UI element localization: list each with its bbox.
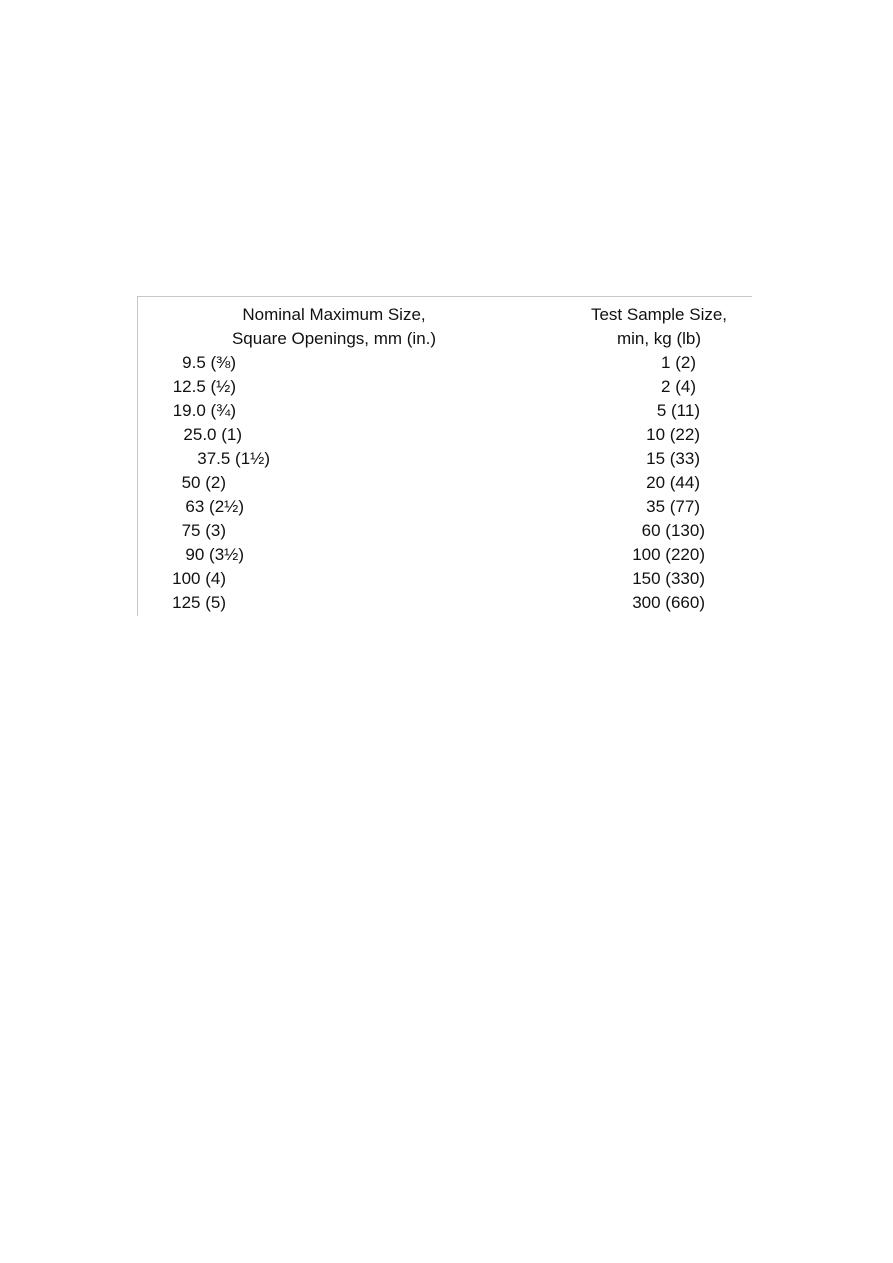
nominal-size-cell: 100 (4) (172, 569, 226, 588)
nominal-size-cell: 75 (3) (181, 521, 226, 540)
sample-size-cell: 10 (22) (646, 425, 700, 444)
nominal-size-cell: 90 (3½) (185, 545, 244, 564)
nominal-size-cell: 37.5 (1½) (197, 449, 270, 468)
sample-size-cell: 15 (33) (646, 449, 700, 468)
table-row (138, 567, 753, 591)
nominal-size-cell: 25.0 (1) (183, 425, 242, 444)
nominal-size-cell: 9.5 (⅜) (182, 353, 236, 372)
sample-size-cell: 100 (220) (632, 545, 705, 564)
sample-size-cell: 1 (2) (661, 353, 696, 372)
sample-size-table (137, 296, 752, 616)
table-row (138, 375, 753, 399)
column-header-sample-size (546, 303, 772, 351)
sample-size-cell: 35 (77) (646, 497, 700, 516)
nominal-size-cell: 63 (2½) (185, 497, 244, 516)
sample-size-cell: 150 (330) (632, 569, 705, 588)
sample-size-cell: 5 (11) (656, 401, 700, 420)
table-row (138, 471, 753, 495)
table-row (138, 591, 753, 615)
header-left-line2: Square Openings, mm (in.) (231, 329, 437, 348)
table-row (138, 447, 753, 471)
header-right-line2: min, kg (lb) (616, 329, 702, 348)
nominal-size-cell: 19.0 (¾) (172, 401, 236, 420)
nominal-size-cell: 12.5 (½) (172, 377, 236, 396)
table-row (138, 399, 753, 423)
column-header-nominal-size (138, 303, 530, 351)
nominal-size-cell: 125 (5) (172, 593, 226, 612)
nominal-size-cell: 50 (2) (181, 473, 226, 492)
table-row (138, 519, 753, 543)
header-right-line1: Test Sample Size, (590, 305, 728, 324)
table-row (138, 351, 753, 375)
header-left-line1: Nominal Maximum Size, (242, 305, 426, 324)
table-body (138, 351, 753, 615)
sample-size-cell: 20 (44) (646, 473, 700, 492)
table-row (138, 423, 753, 447)
table-row (138, 495, 753, 519)
sample-size-cell: 2 (4) (661, 377, 696, 396)
sample-size-cell: 60 (130) (641, 521, 705, 540)
table-row (138, 543, 753, 567)
sample-size-cell: 300 (660) (632, 593, 705, 612)
